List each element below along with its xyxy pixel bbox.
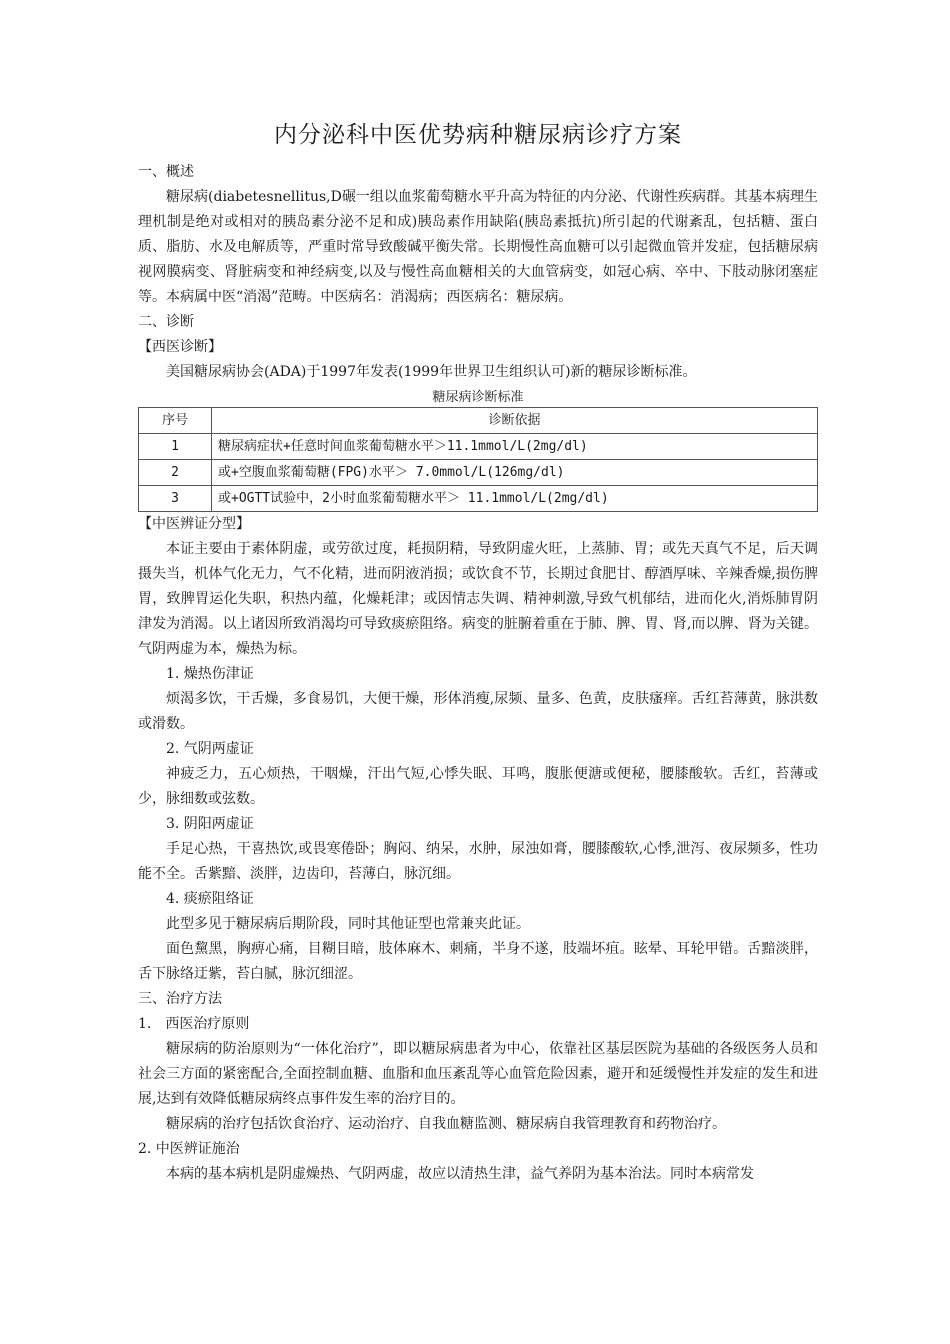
- table-cell-number: 1: [139, 434, 212, 460]
- table-cell-basis: 或+空腹血浆葡萄糖(FPG)水平＞ 7.0mmol/L(126mg/dl): [212, 460, 818, 486]
- table-header-row: [139, 408, 818, 434]
- tcm-treatment-heading: 2. 中医辨证施治: [138, 1141, 240, 1157]
- tcm-syndrome-paragraph: 本证主要由于素体阴虚，或劳欲过度，耗损阴精，导致阴虚火旺，上蒸肺、胃；或先天真气不足，后天调摄失当，机体气化无力，气不化精，进而阴液消损；或饮食不节，长期过食肥甘、醇酒厚味、辛辣香燥,损伤脾胃，致脾胃运化失职，积热内蕴，化燥耗津；或因情志失调、精神刺激,导致气机郁结，进而化火,消烁肺胃阴津发为消渴。以上诸因所致消渴均可导致痰瘀阻络。病变的脏腑着重在于肺、脾、胃、肾,而以脾、肾为关键。气阴两虚为本，燥热为标。: [138, 541, 818, 657]
- document-body: [138, 160, 818, 1187]
- syndrome-4-heading: 4. 痰瘀阻络证: [166, 891, 254, 907]
- table-caption: 糖尿病诊断标准: [432, 390, 524, 405]
- section-heading-treatment: 三、治疗方法: [138, 991, 222, 1007]
- column-header-number: 序号: [139, 408, 212, 434]
- syndrome-3-paragraph: 手足心热，干喜热饮,或畏寒倦卧；胸闷、纳呆，水肿，尿浊如膏，腰膝酸软,心悸,泄泻、夜尿频多，性功能不全。舌紫黯、淡胖，边齿印，苔薄白，脉沉细。: [138, 841, 818, 882]
- syndrome-1-heading: 1. 燥热伤津证: [166, 666, 254, 682]
- column-header-basis: 诊断依据: [212, 408, 818, 434]
- table-cell-basis: 或+OGTT试验中，2小时血浆葡萄糖水平＞ 11.1mmol/L(2mg/dl): [212, 486, 818, 512]
- syndrome-4-paragraph-1: 此型多见于糖尿病后期阶段，同时其他证型也常兼夹此证。: [166, 916, 530, 932]
- tcm-syndrome-heading: 【中医辨证分型】: [138, 516, 250, 532]
- table-row: [139, 434, 818, 460]
- section-heading-diagnosis: 二、诊断: [138, 314, 194, 330]
- document-title: 内分泌科中医优势病种糖尿病诊疗方案: [274, 122, 682, 148]
- table-cell-basis: 糖尿病症状+任意时间血浆葡萄糖水平＞11.1mmol/L(2mg/dl): [212, 434, 818, 460]
- syndrome-1-paragraph: 烦渴多饮，干舌燥，多食易饥，大便干燥，形体消瘦,尿频、量多、色黄，皮肤瘙痒。舌红苔薄黄，脉洪数或滑数。: [138, 691, 818, 732]
- western-treatment-heading: 1. 西医治疗原则: [138, 1016, 250, 1032]
- section-heading-overview: 一、概述: [138, 164, 194, 180]
- syndrome-3-heading: 3. 阴阳两虚证: [166, 816, 254, 832]
- syndrome-2-heading: 2. 气阴两虚证: [166, 741, 254, 757]
- western-diagnosis-heading: 【西医诊断】: [138, 339, 222, 355]
- tcm-treatment-paragraph: 本病的基本病机是阴虚燥热、气阴两虚，故应以清热生津，益气养阴为基本治法。同时本病常发: [166, 1166, 754, 1182]
- table-row: [139, 460, 818, 486]
- syndrome-4-paragraph-2: 面色黧黑，胸痹心痛，目糊目暗，肢体麻木、刺痛，半身不遂，肢端坏疽。眩晕、耳轮甲错。舌黯淡胖，舌下脉络迂紫，苔白腻，脉沉细涩。: [138, 941, 818, 982]
- table-cell-number: 2: [139, 460, 212, 486]
- western-diagnosis-paragraph: 美国糖尿病协会(ADA)于1997年发表(1999年世界卫生组织认可)新的糖尿诊断标准。: [166, 364, 697, 380]
- western-treatment-paragraph-2: 糖尿病的治疗包括饮食治疗、运动治疗、自我血糖监测、糖尿病自我管理教育和药物治疗。: [166, 1116, 726, 1132]
- western-treatment-paragraph-1: 糖尿病的防治原则为“一体化治疗”，即以糖尿病患者为中心，依靠社区基层医院为基础的各级医务人员和社会三方面的紧密配合,全面控制血糖、血脂和血压紊乱等心血管危险因素，避开和延缓慢性并发症的发生和进展,达到有效降低糖尿病终点事件发生率的治疗目的。: [138, 1041, 818, 1107]
- table-row: [139, 486, 818, 512]
- syndrome-2-paragraph: 神疲乏力，五心烦热，干咽燥，汗出气短,心悸失眠、耳鸣，腹胀便溏或便秘，腰膝酸软。舌红，苔薄或少，脉细数或弦数。: [138, 766, 818, 807]
- diagnosis-criteria-table: [138, 407, 818, 512]
- table-cell-number: 3: [139, 486, 212, 512]
- overview-paragraph: 糖尿病(diabetesnellitus,D碾一组以血浆葡萄糖水平升高为特征的内分泌、代谢性疾病群。其基本病理生理机制是绝对或相对的胰岛素分泌不足和成)胰岛素作用缺陷(胰岛素抵抗)所引起的代谢紊乱，包括糖、蛋白质、脂肪、水及电解质等，严重时常导致酸碱平衡失常。长期慢性高血糖可以引起微血管并发症，包括糖尿病视网膜病变、肾脏病变和神经病变,以及与慢性高血糖相关的大血管病变，如冠心病、卒中、下肢动脉闭塞症等。本病属中医“消渴”范畴。中医病名：消渴病；西医病名：糖尿病。: [138, 189, 818, 305]
